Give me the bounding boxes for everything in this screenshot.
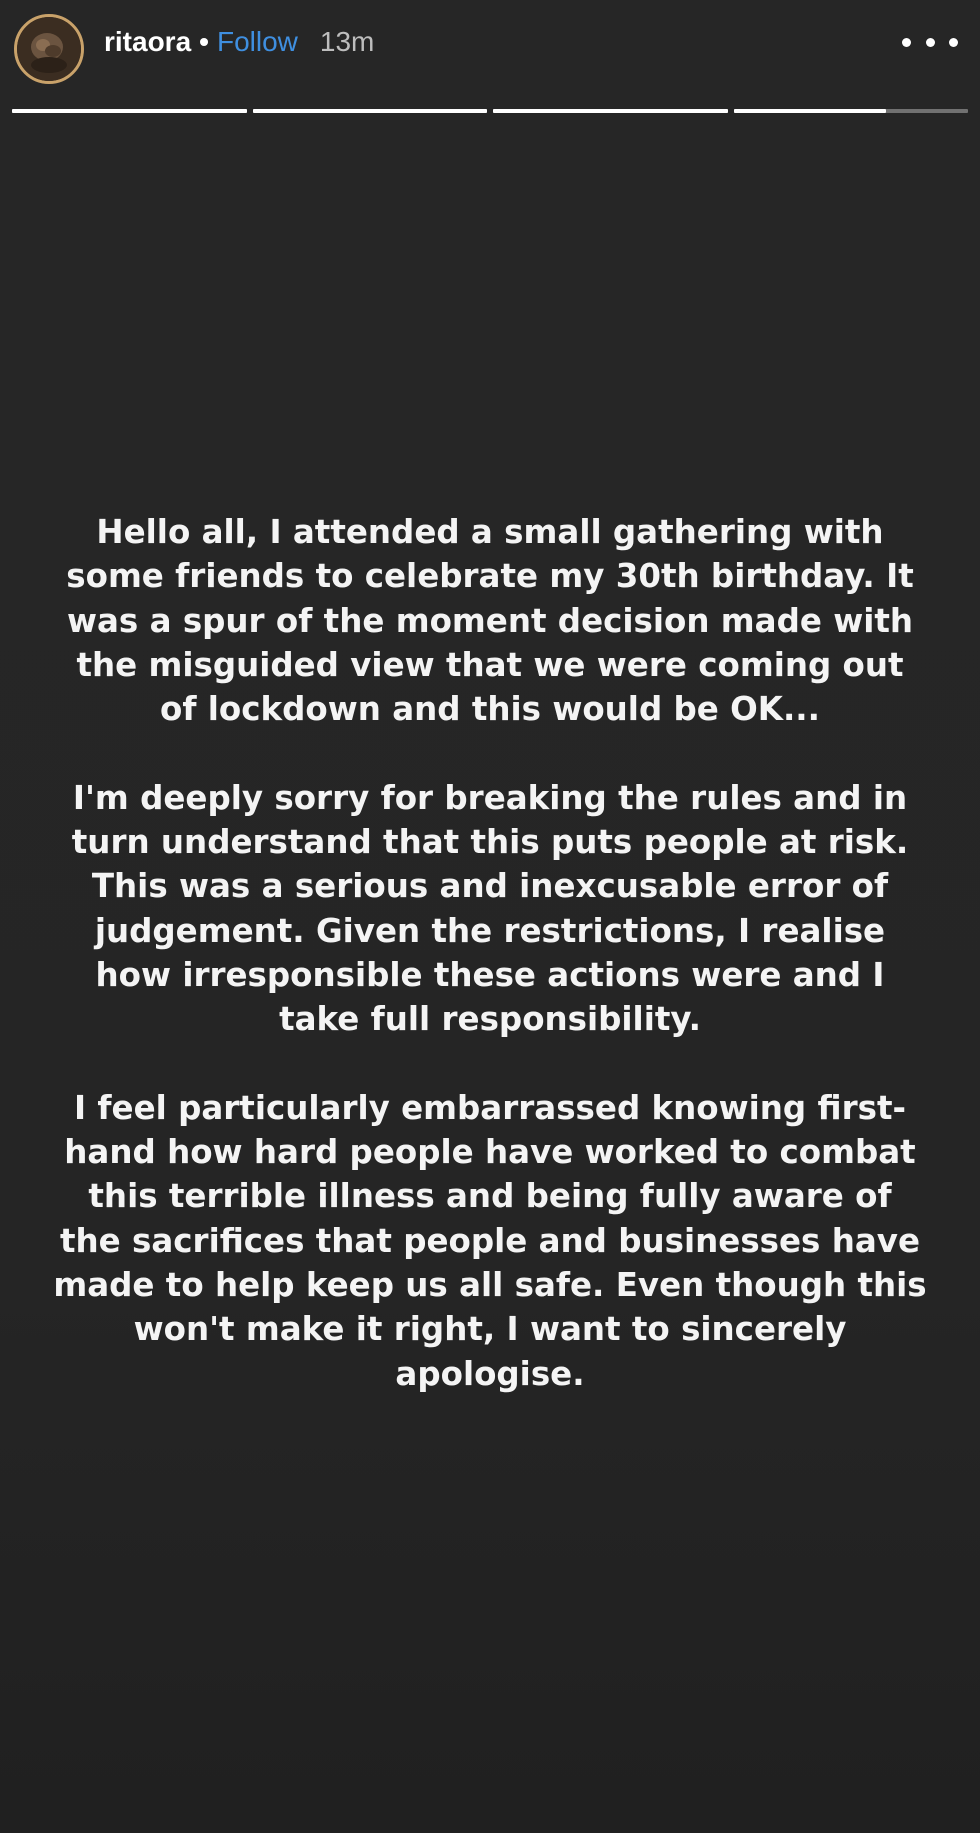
progress-segment-3 [493,109,728,113]
progress-segment-fill [734,109,886,113]
story-progress-bar [12,109,968,113]
separator-dot: • [199,26,209,57]
post-time: 13m [319,26,375,57]
story-header [0,0,980,90]
story-text [40,510,940,1396]
progress-segment-fill [253,109,488,113]
progress-segment-4 [734,109,969,113]
story-paragraph-3: I feel particularly embarrassed knowing first- hand how hard people have worked to combat this terrible illness and being fully aware of the sacrifices that people and businesses have made to help keep us all safe. Even though this won't make it right, I want to sincerely apologise. [53,1088,927,1393]
profile-avatar[interactable] [14,14,84,84]
username[interactable]: ritaora [104,26,192,57]
progress-segment-1 [12,109,247,113]
follow-button[interactable]: Follow [216,26,298,57]
progress-segment-fill [493,109,728,113]
user-line [104,20,374,64]
more-dot [926,38,935,47]
more-options-icon[interactable] [902,24,958,60]
progress-segment-fill [12,109,247,113]
story-paragraph-2: I'm deeply sorry for breaking the rules and in turn understand that this puts people at risk. This was a serious and inexcusable error of judgement. Given the restrictions, I realise how irresponsible these actions were and I take full responsibility. [71,778,909,1039]
avatar-image [17,17,81,81]
progress-segment-2 [253,109,488,113]
more-dot [949,38,958,47]
more-dot [902,38,911,47]
story-paragraph-1: Hello all, I attended a small gathering with some friends to celebrate my 30th birthday. It was a spur of the moment decision made with the misguided view that we were coming out of lockdown and this would be OK... [66,513,914,729]
